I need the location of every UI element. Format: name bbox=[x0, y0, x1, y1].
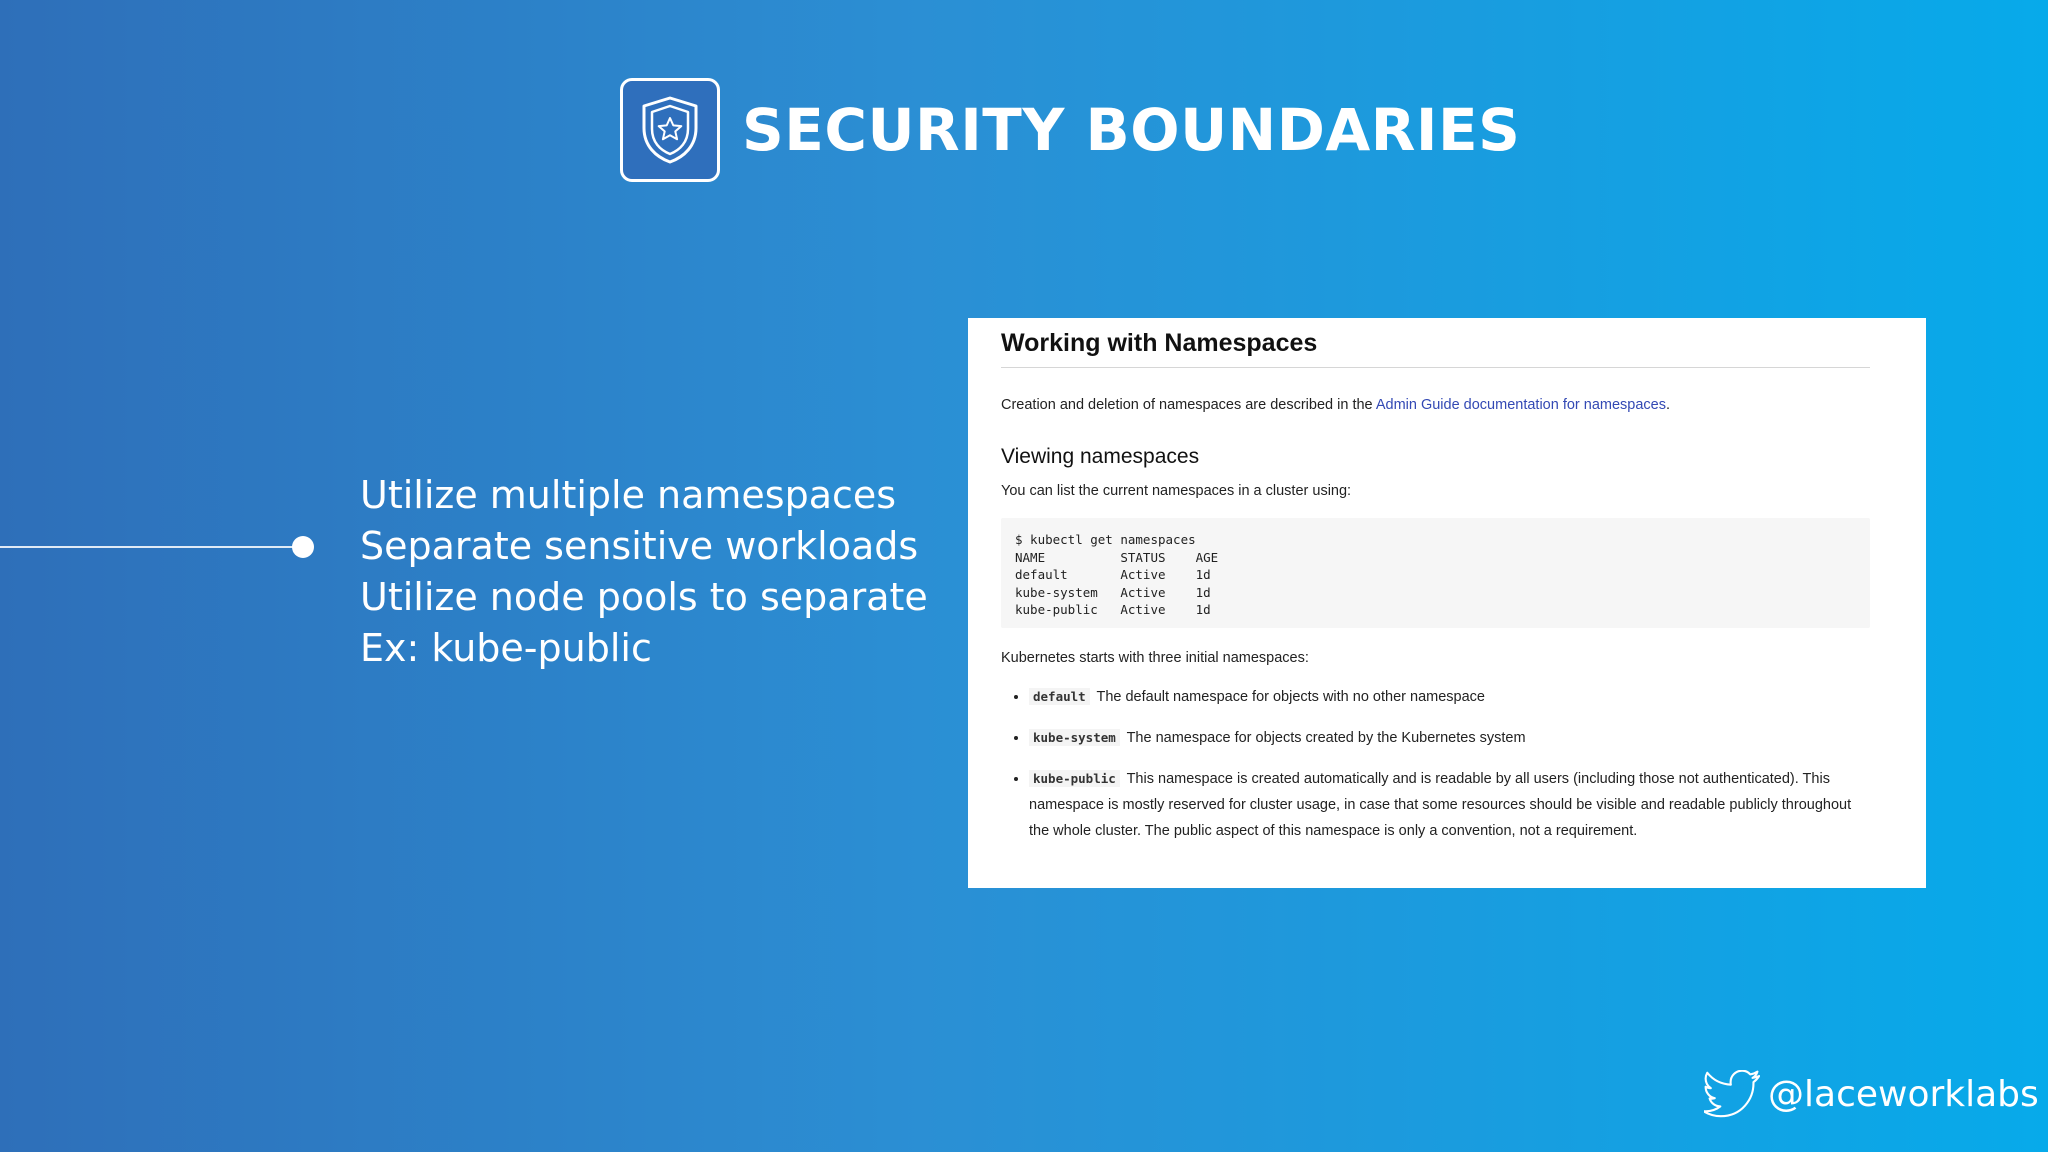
code-line: default Active 1d bbox=[1015, 567, 1211, 582]
namespace-code: kube-system bbox=[1029, 729, 1120, 746]
shield-star-icon bbox=[638, 94, 702, 166]
doc-title: Working with Namespaces bbox=[1001, 329, 1870, 368]
slide-title: SECURITY BOUNDARIES bbox=[742, 96, 1521, 164]
doc-intro-text: Creation and deletion of namespaces are described in the bbox=[1001, 397, 1376, 413]
doc-list-intro: You can list the current namespaces in a cluster using: bbox=[1001, 483, 1352, 499]
doc-intro bbox=[1001, 397, 1870, 413]
namespace-desc: The default namespace for objects with no other namespace bbox=[1096, 688, 1485, 705]
bullet-item: Utilize multiple namespaces bbox=[360, 473, 897, 517]
twitter-bird-icon bbox=[1704, 1070, 1760, 1118]
namespace-item bbox=[1029, 725, 1870, 751]
bullet-item: Utilize node pools to separate bbox=[360, 575, 928, 619]
code-line: NAME STATUS AGE bbox=[1015, 549, 1219, 565]
namespace-item bbox=[1029, 684, 1870, 710]
connector-dot bbox=[292, 536, 314, 558]
namespace-code: kube-public bbox=[1029, 770, 1120, 787]
namespace-code: default bbox=[1029, 688, 1090, 705]
namespace-desc: The namespace for objects created by the Kubernetes system bbox=[1126, 729, 1526, 746]
connector-line bbox=[0, 546, 300, 548]
bullet-list bbox=[360, 470, 928, 674]
doc-screenshot bbox=[968, 318, 1926, 888]
twitter-handle bbox=[1704, 1070, 2039, 1118]
doc-subheading: Viewing namespaces bbox=[1001, 445, 1200, 468]
bullet-item: Ex: kube-public bbox=[360, 626, 652, 670]
doc-initial-text: Kubernetes starts with three initial namespaces: bbox=[1001, 649, 1309, 666]
bullet-item: Separate sensitive workloads bbox=[360, 524, 919, 568]
namespace-list bbox=[1001, 684, 1870, 844]
shield-badge bbox=[620, 78, 720, 182]
namespace-desc: This namespace is created automatically and is readable by all users (including those not authenticated). This namespace is mostly reserved for cluster usage, in case that some resources should be visible and readable publicly throughout the whole cluster. The public aspect of this namespace is only a convention, not a requirement. bbox=[1029, 770, 1852, 839]
code-block bbox=[1001, 518, 1870, 628]
code-line: kube-system Active 1d bbox=[1015, 584, 1211, 600]
slide-header bbox=[620, 75, 1520, 185]
doc-intro-end: . bbox=[1666, 397, 1671, 413]
handle-text: @laceworklabs bbox=[1768, 1073, 2039, 1115]
code-line: $ kubectl get namespaces bbox=[1015, 532, 1196, 547]
admin-guide-link[interactable]: Admin Guide documentation for namespaces bbox=[1375, 397, 1666, 413]
namespace-item bbox=[1029, 766, 1870, 844]
code-line: kube-public Active 1d bbox=[1015, 602, 1211, 617]
